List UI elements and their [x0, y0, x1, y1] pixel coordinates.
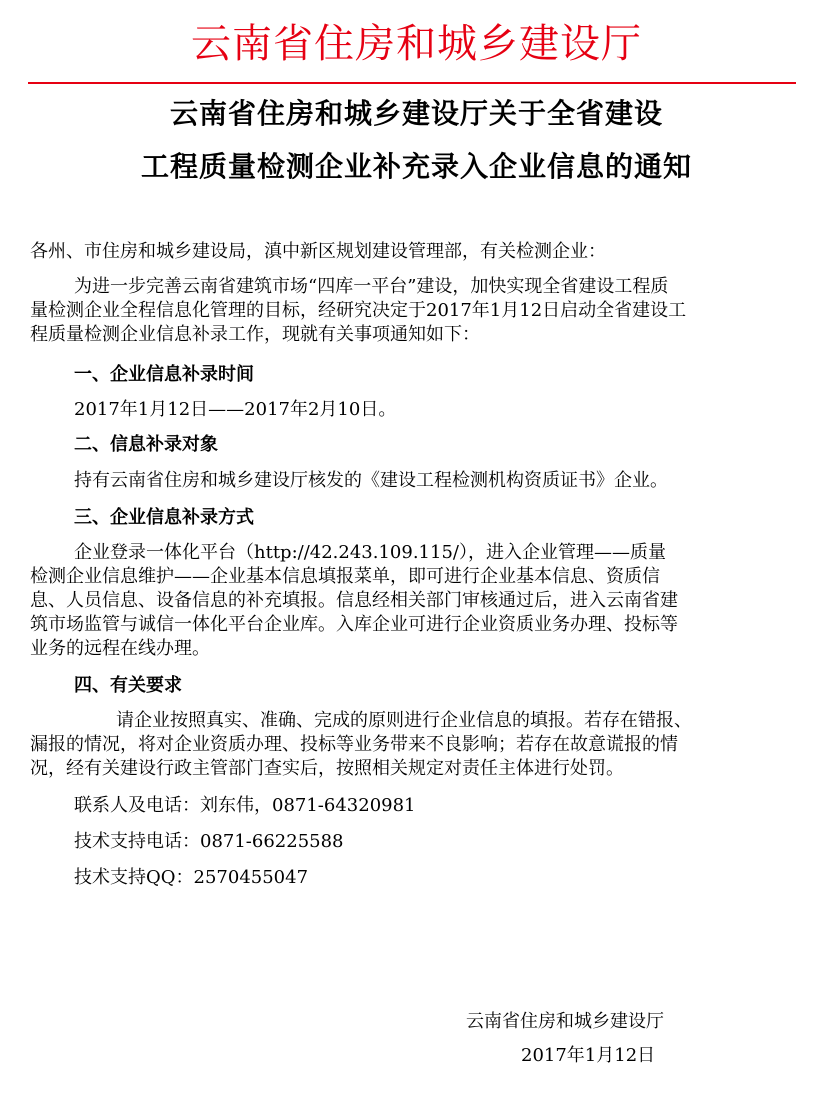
- section-1-heading: 一、企业信息补录时间: [74, 364, 254, 385]
- signature-date: 2017年1月12日: [521, 1045, 656, 1066]
- tech-support-qq: 技术支持QQ：2570455047: [74, 867, 309, 888]
- header-divider: [28, 82, 796, 84]
- section-2-heading: 二、信息补录对象: [74, 434, 218, 455]
- title-line-2: 工程质量检测企业补充录入企业信息的通知: [140, 150, 692, 183]
- section-3-line-5: 业务的远程在线办理。: [30, 638, 210, 659]
- section-3-line-2: 检测企业信息维护——企业基本信息填报菜单，即可进行企业基本信息、资质信: [30, 566, 660, 587]
- section-1-text: 2017年1月12日——2017年2月10日。: [74, 399, 397, 420]
- section-2-text: 持有云南省住房和城乡建设厅核发的《建设工程检测机构资质证书》企业。: [74, 470, 668, 491]
- section-4-line-2: 漏报的情况，将对企业资质办理、投标等业务带来不良影响；若存在故意谎报的情: [30, 734, 678, 755]
- signature-org: 云南省住房和城乡建设厅: [466, 1011, 664, 1032]
- section-3-line-3: 息、人员信息、设备信息的补充填报。信息经相关部门审核通过后，进入云南省建: [30, 590, 678, 611]
- intro-paragraph: [30, 275, 790, 347]
- contact-person: 联系人及电话：刘东伟，0871-64320981: [74, 795, 416, 816]
- section-4-paragraph: [30, 709, 790, 781]
- tech-support-phone: 技术支持电话：0871-66225588: [74, 831, 344, 852]
- section-4-heading: 四、有关要求: [74, 675, 182, 696]
- salutation: 各州、市住房和城乡建设局，滇中新区规划建设管理部，有关检测企业：: [30, 241, 606, 262]
- intro-line-1: 为进一步完善云南省建筑市场“四库一平台”建设，加快实现全省建设工程质: [74, 276, 669, 297]
- section-3-line-1: 企业登录一体化平台（http://42.243.109.115/），进入企业管理——质量: [74, 542, 666, 563]
- section-3-heading: 三、企业信息补录方式: [74, 507, 254, 528]
- header-org-name: 云南省住房和城乡建设厅: [191, 21, 642, 67]
- section-4-line-3: 况，经有关建设行政主管部门查实后，按照相关规定对责任主体进行处罚。: [30, 758, 624, 779]
- intro-line-3: 程质量检测企业信息补录工作，现就有关事项通知如下：: [30, 324, 480, 345]
- section-4-line-1: 请企业按照真实、准确、完成的原则进行企业信息的填报。若存在错报、: [116, 710, 692, 731]
- intro-line-2: 量检测企业全程信息化管理的目标，经研究决定于2017年1月12日启动全省建设工: [30, 300, 687, 321]
- section-3-paragraph: [30, 541, 790, 661]
- section-3-line-4: 筑市场监管与诚信一体化平台企业库。入库企业可进行企业资质业务办理、投标等: [30, 614, 678, 635]
- title-line-1: 云南省住房和城乡建设厅关于全省建设: [169, 97, 663, 130]
